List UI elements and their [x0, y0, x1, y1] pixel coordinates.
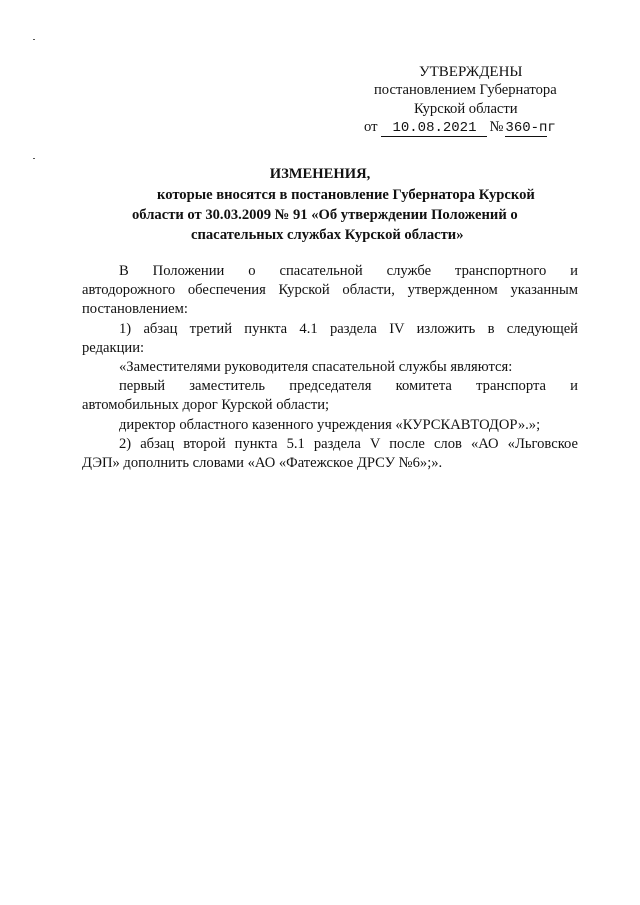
paragraph-1-line-3: постановлением:	[82, 301, 188, 318]
paragraph-5: директор областного казенного учреждения «КУРСКАВТОДОР».»;	[119, 416, 541, 433]
title-line-2: области от 30.03.2009 № 91 «Об утверждении Положений о	[132, 207, 518, 223]
title-heading: ИЗМЕНЕНИЯ,	[269, 166, 371, 182]
approval-by: постановлением Губернатора	[374, 82, 557, 98]
paragraph-6-line-1: 2) абзац второй пункта 5.1 раздела V после слов «АО «Льговское	[119, 435, 578, 452]
number-prefix: №	[489, 119, 504, 135]
scan-speck	[33, 158, 35, 159]
approval-date-row	[364, 118, 556, 137]
paragraph-1	[82, 262, 578, 320]
paragraph-2-line-2: редакции:	[82, 339, 145, 356]
approval-heading: УТВЕРЖДЕНЫ	[419, 64, 523, 80]
title-line-1: которые вносятся в постановление Губернатора Курской	[157, 187, 535, 203]
title-line-3: спасательных службах Курской области»	[191, 227, 464, 243]
paragraph-1-line-1: В Положении о спасательной службе транспортного и	[119, 263, 578, 279]
date-prefix: от	[364, 119, 378, 135]
scan-speck	[33, 39, 35, 40]
approval-date: 10.08.2021	[381, 120, 487, 137]
paragraph-4	[82, 377, 578, 415]
paragraph-4-line-2: автомобильных дорог Курской области;	[82, 397, 330, 414]
approval-number: 360-пг	[505, 120, 556, 136]
paragraph-2-line-1: 1) абзац третий пункта 4.1 раздела IV изложить в следующей	[119, 320, 578, 337]
document-body	[82, 262, 578, 473]
paragraph-6	[82, 435, 578, 473]
approval-region: Курской области	[414, 101, 518, 117]
paragraph-6-line-2: ДЭП» дополнить словами «АО «Фатежское ДРСУ №6»;».	[82, 455, 443, 472]
paragraph-4-line-1: первый заместитель председателя комитета транспорта и	[119, 378, 578, 395]
paragraph-1-line-2: автодорожного обеспечения Курской области, утвержденном указанным	[82, 282, 578, 299]
paragraph-2	[82, 320, 578, 358]
paragraph-3: «Заместителями руководителя спасательной службы являются:	[119, 359, 513, 376]
